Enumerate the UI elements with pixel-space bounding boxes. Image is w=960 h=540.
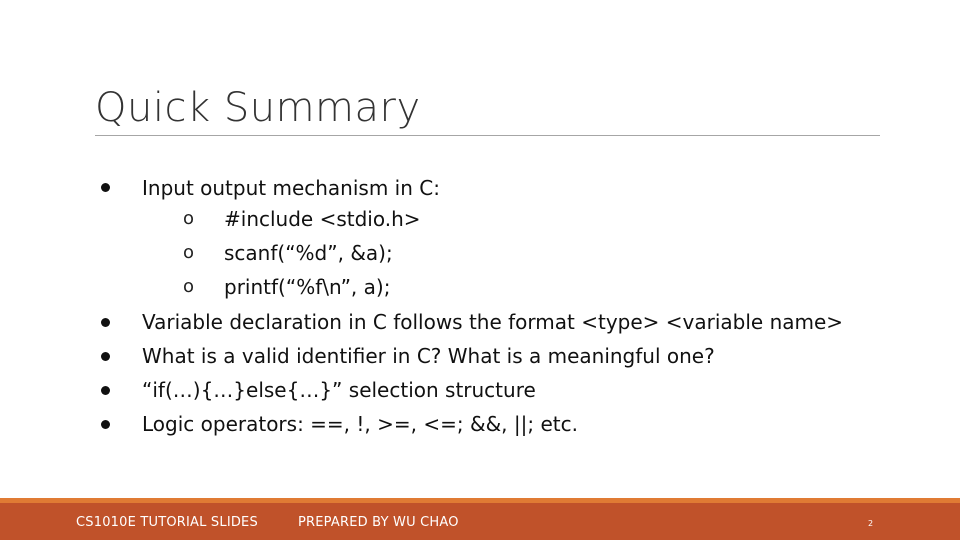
- bullet-icon: [101, 318, 110, 327]
- footer-course: CS1010E TUTORIAL SLIDES: [76, 515, 258, 530]
- sub-bullet-icon: o: [183, 276, 195, 297]
- bullet-icon: [101, 420, 110, 429]
- sub-bullet-icon: o: [183, 208, 195, 229]
- sub-bullet-text: scanf(“%d”, &a);: [224, 241, 393, 265]
- sub-bullet-icon: o: [183, 242, 195, 263]
- bullet-text: Input output mechanism in C:: [142, 176, 440, 200]
- bullet-icon: [101, 352, 110, 361]
- footer-author: PREPARED BY WU CHAO: [298, 515, 459, 530]
- slide-title: Quick Summary: [95, 85, 421, 131]
- bullet-text: “if(…){…}else{…}” selection structure: [142, 378, 536, 402]
- bullet-icon: [101, 183, 110, 192]
- bullet-text: What is a valid identifier in C? What is a meaningful one?: [142, 344, 715, 368]
- bullet-text: Variable declaration in C follows the format <type> <variable name>: [142, 310, 844, 334]
- sub-bullet-text: printf(“%f\n”, a);: [224, 275, 391, 299]
- footer-accent: [0, 498, 960, 503]
- sub-bullet-text: #include <stdio.h>: [224, 207, 421, 231]
- bullet-text: Logic operators: ==, !, >=, <=; &&, ||; etc.: [142, 412, 578, 436]
- page-number: 2: [868, 519, 874, 528]
- bullet-icon: [101, 386, 110, 395]
